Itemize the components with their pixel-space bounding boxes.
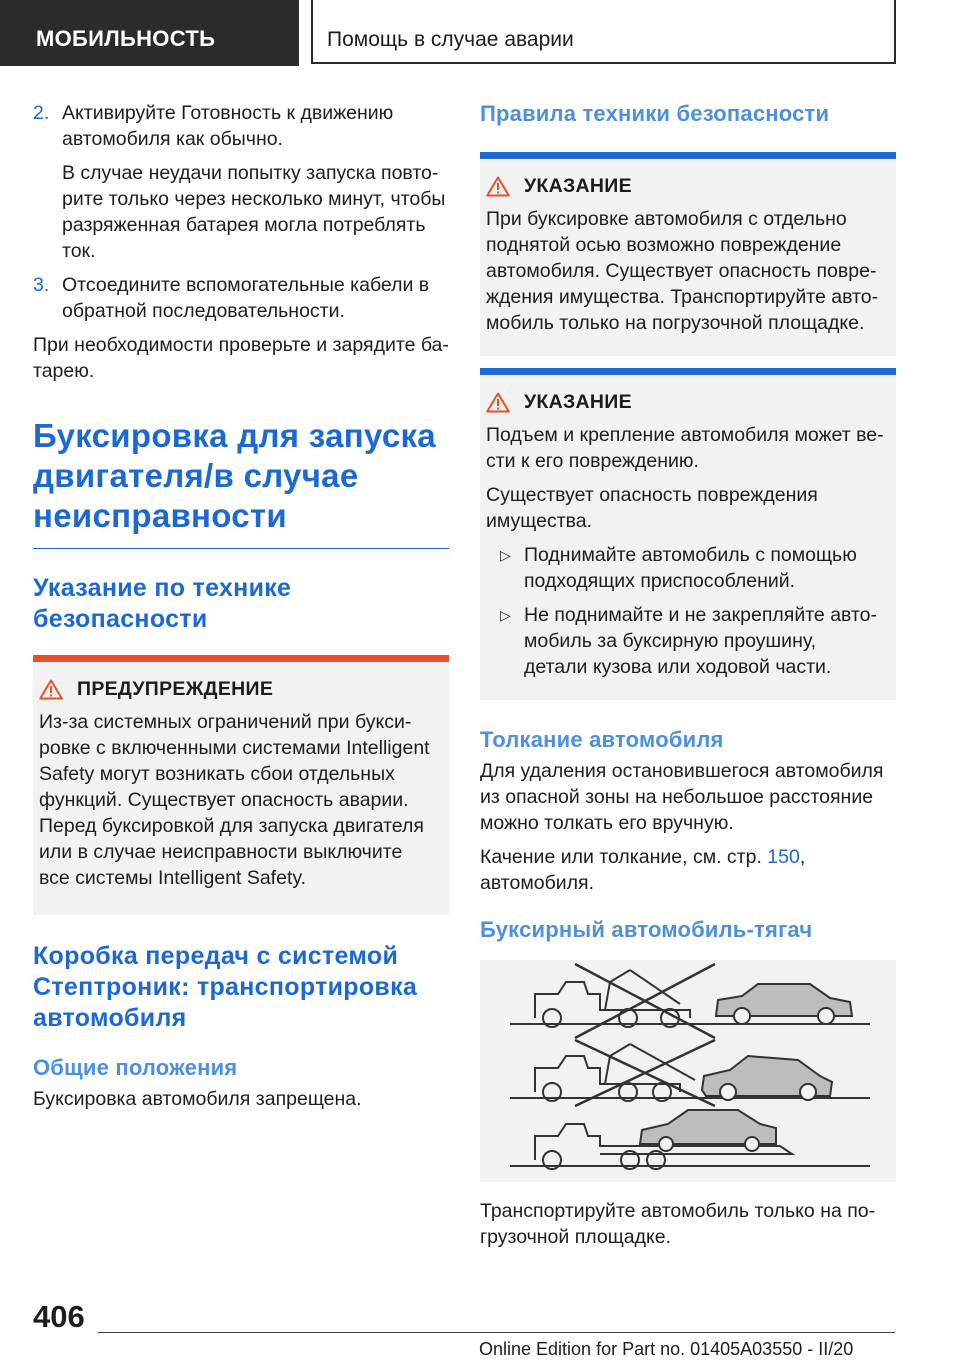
triangle-bullet-icon: ▷ (500, 607, 511, 623)
ref-text: , автомобиля. (480, 846, 806, 894)
check-battery-text: При необходимости проверьте и зарядите батарею. (33, 334, 449, 382)
section-heading: Буксировка для запуска двигателя/в случае неисправности (33, 417, 436, 534)
tow-illustration (480, 960, 896, 1182)
note-box-2 (480, 368, 896, 700)
bullet-text: Поднимайте автомобиль с помощью подходящих приспособлений. (524, 544, 857, 592)
step-text: Отсоедините вспомогательные кабели в обратной последовательности. (62, 274, 430, 322)
tow-heading: Буксирный автомобиль-тягач (480, 917, 813, 942)
step-number: 3. (33, 274, 50, 296)
right-column (480, 100, 896, 1250)
note-title: УКАЗАНИЕ (524, 391, 632, 413)
page-link[interactable]: 150 (767, 846, 800, 868)
step-note: В случае неудачи попытку запуска повторите только через несколько минут, чтобы разряженная батарея могла потреблять ток. (62, 162, 446, 262)
note-bar (480, 152, 896, 159)
section-tab: МОБИЛЬНОСТЬ (0, 0, 299, 66)
step-number: 2. (33, 102, 50, 124)
step-3 (33, 272, 449, 324)
note-box-1 (480, 152, 896, 356)
step-text: Активируйте Готовность к движению автомобиля как обычно. (62, 102, 394, 150)
warning-triangle-icon (39, 679, 63, 700)
pushing-heading: Толкание автомобиля (480, 727, 724, 752)
safety-heading: Указание по технике безопасности (33, 574, 292, 633)
general-text: Буксировка автомобиля запрещена. (33, 1088, 362, 1110)
general-heading: Общие положения (33, 1055, 238, 1080)
note-bar (480, 368, 896, 375)
warning-title: ПРЕДУПРЕЖДЕНИЕ (77, 678, 274, 700)
ref-text: Качение или толкание, см. стр. (480, 846, 762, 868)
note-title: УКАЗАНИЕ (524, 175, 632, 197)
rules-heading: Правила техники безопасности (480, 101, 830, 126)
bullet-item (486, 542, 884, 594)
step-2 (33, 100, 449, 264)
pushing-text: Для удаления остановившегося автомобиля из опасной зоны на небольшое расстояние можно толкать его вручную. (480, 760, 884, 834)
warning-triangle-icon (486, 176, 510, 197)
chapter-title: Помощь в случае аварии (311, 0, 896, 64)
triangle-bullet-icon: ▷ (500, 547, 511, 563)
warning-bar (33, 655, 449, 662)
bullet-text: Не поднимайте и не закрепляйте автомобиль за буксирную проушину, детали кузова или ходовой части. (524, 604, 878, 678)
note-text: При буксировке автомобиля с отдельно поднятой осью возможно повреждение автомобиля. Существует опасность повреждения имущества. Транспортируйте автомобиль только на погрузочной площадке. (486, 208, 879, 334)
tow-caption: Транспортируйте автомобиль только на погрузочной площадке. (480, 1200, 876, 1248)
page-number: 406 (33, 1299, 85, 1334)
warning-text: Из-за системных ограничений при буксировке с включенными системами Intelligent Safety могут возникать сбои отдельных функций. Существует опасность аварии. Перед буксировкой для запуска двигателя или в случае неисправности выключите все системы Intelligent Safety. (39, 711, 430, 889)
pushing-reference (480, 844, 896, 896)
left-column (33, 100, 449, 1112)
footer-edition: Online Edition for Part no. 01405A03550 - II/20 (479, 1339, 854, 1359)
steptronic-heading: Коробка передач с системой Стептроник: транспортировка автомобиля (33, 942, 418, 1032)
warning-triangle-icon (486, 392, 510, 413)
warning-box (33, 655, 449, 915)
tow-truck-illustration (480, 960, 896, 1182)
note-text: Подъем и крепление автомобиля может вести к его повреждению. (486, 424, 884, 472)
note-text: Существует опасность повреждения имущества. (486, 484, 818, 532)
footer-rule (98, 1332, 895, 1333)
bullet-item (486, 602, 884, 680)
